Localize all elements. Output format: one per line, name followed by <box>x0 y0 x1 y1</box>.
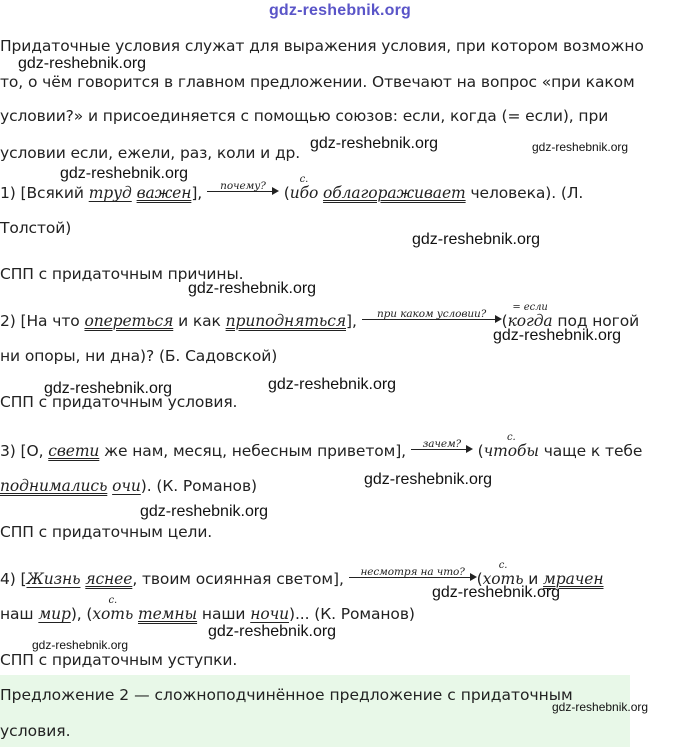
conclusion-box <box>0 675 630 747</box>
conjunction-word: ибо <box>289 184 319 202</box>
example-4-author: )... (К. Романов) <box>289 605 415 623</box>
example-3-line-2 <box>0 476 257 496</box>
conjunction-word: когда <box>507 312 553 330</box>
example-4-subject-3: ночи <box>250 605 290 623</box>
example-4-our: наш <box>0 605 34 623</box>
conclusion-line-2: условия. <box>0 722 71 740</box>
example-4-conjunction-2 <box>92 595 134 624</box>
example-4-subject: Жизнь <box>26 570 81 588</box>
example-4-ours: наши <box>201 605 246 623</box>
example-3-result: СПП с придаточным цели. <box>0 523 213 541</box>
site-watermark: gdz-reshebnik.org <box>44 380 173 397</box>
example-1-paren: ( <box>283 184 290 202</box>
example-4-predicate: яснее <box>85 570 133 588</box>
intro-line-1: Придаточные условия служат для выражения условия, при котором возможно <box>0 37 644 55</box>
intro-line-2: то, о чём говорится в главном предложении. Отвечают на вопрос «при каком <box>0 73 635 91</box>
example-1-question-arrow <box>207 182 279 198</box>
example-1-subject: труд <box>88 184 132 202</box>
example-4-predicate-3: темны <box>138 605 198 623</box>
example-4-paren: ( <box>476 570 483 588</box>
example-4-number: 4) [ <box>0 570 27 588</box>
site-watermark: gdz-reshebnik.org <box>432 584 561 601</box>
intro-line-4: условии если, ежели, раз, коли и др. <box>0 144 301 162</box>
example-4-subject-2: мир <box>38 605 71 623</box>
example-4-line-2 <box>0 595 415 624</box>
example-4-separator: ), ( <box>70 605 93 623</box>
example-4-result: СПП с придаточным уступки. <box>0 651 238 669</box>
example-2-question: при каком условии? <box>377 308 487 320</box>
example-3-subject-2: очи <box>112 477 141 495</box>
site-watermark-top: gdz-reshebnik.org <box>268 2 412 19</box>
conjunction-mark: с. <box>506 432 516 443</box>
conjunction-word: хоть <box>482 570 524 588</box>
example-3-paren: ( <box>477 442 484 460</box>
example-2-paren: ( <box>501 312 508 330</box>
example-2-result: СПП с придаточным условия. <box>0 393 238 411</box>
example-4-and: и <box>528 570 539 588</box>
example-3-question: зачем? <box>422 438 462 450</box>
conjunction-mark: с. <box>299 174 309 185</box>
example-3-question-arrow <box>411 440 473 456</box>
site-watermark: gdz-reshebnik.org <box>18 55 147 72</box>
site-watermark: gdz-reshebnik.org <box>188 280 317 297</box>
site-watermark: gdz-reshebnik.org <box>32 638 129 652</box>
example-3-number: 3) [О, <box>0 442 44 460</box>
example-1-line-1 <box>0 174 584 203</box>
example-2-predicate-1: опереться <box>84 312 174 330</box>
example-3-middle: же нам, месяц, небесным приветом], <box>104 442 407 460</box>
example-1-predicate: важен <box>136 184 192 202</box>
conjunction-word: чтобы <box>483 442 539 460</box>
site-watermark: gdz-reshebnik.org <box>208 623 337 640</box>
example-4-predicate-2: мрачен <box>543 570 604 588</box>
intro-line-3: условии?» и присоединяется с помощью союзов: если, когда (= если), при <box>0 107 609 125</box>
example-3-rest: чаще к тебе <box>543 442 643 460</box>
site-watermark: gdz-reshebnik.org <box>412 231 541 248</box>
example-2-question-arrow <box>362 310 502 326</box>
site-watermark: gdz-reshebnik.org <box>552 700 649 714</box>
example-1-conjunction <box>289 174 319 203</box>
example-2-bracket: ], <box>346 312 357 330</box>
example-2-number: 2) [На что <box>0 312 80 330</box>
site-watermark: gdz-reshebnik.org <box>60 165 189 182</box>
example-4-middle: , твоим осиянная светом], <box>132 570 344 588</box>
example-1-number: 1) [Всякий <box>0 184 84 202</box>
site-watermark: gdz-reshebnik.org <box>364 471 493 488</box>
site-watermark: gdz-reshebnik.org <box>532 140 629 154</box>
site-watermark: gdz-reshebnik.org <box>140 503 269 520</box>
example-2-middle: и как <box>178 312 221 330</box>
conjunction-mark: = если <box>512 302 548 313</box>
example-1-result: СПП с придаточным причины. <box>0 265 244 283</box>
conjunction-mark: с. <box>498 560 508 571</box>
conjunction-word: хоть <box>92 605 134 623</box>
example-3-author: ). (К. Романов) <box>140 477 257 495</box>
site-watermark: gdz-reshebnik.org <box>268 376 397 393</box>
example-1-verb: облагораживает <box>323 184 466 202</box>
example-1-bracket: ], <box>191 184 203 202</box>
example-4-question: несмотря на что? <box>360 566 465 578</box>
site-watermark: gdz-reshebnik.org <box>493 327 622 344</box>
example-2-rest: под ногой <box>557 312 640 330</box>
example-2-predicate-2: приподняться <box>225 312 347 330</box>
example-3-conjunction <box>483 432 539 461</box>
example-3-line-1 <box>0 432 643 461</box>
example-3-predicate: свети <box>48 442 100 460</box>
example-4-question-arrow <box>349 568 477 584</box>
conclusion-line-1: Предложение 2 — сложноподчинённое предложение с придаточным <box>0 686 573 704</box>
example-2-line-2: ни опоры, ни дна)? (Б. Садовской) <box>0 347 278 365</box>
example-1-rest: человека). (Л. <box>470 184 584 202</box>
example-1-line-2: Толстой) <box>0 219 72 237</box>
example-1-question: почему? <box>220 180 266 192</box>
site-watermark: gdz-reshebnik.org <box>310 135 439 152</box>
example-3-predicate-2: поднимались <box>0 477 108 495</box>
conjunction-mark: с. <box>108 595 118 606</box>
